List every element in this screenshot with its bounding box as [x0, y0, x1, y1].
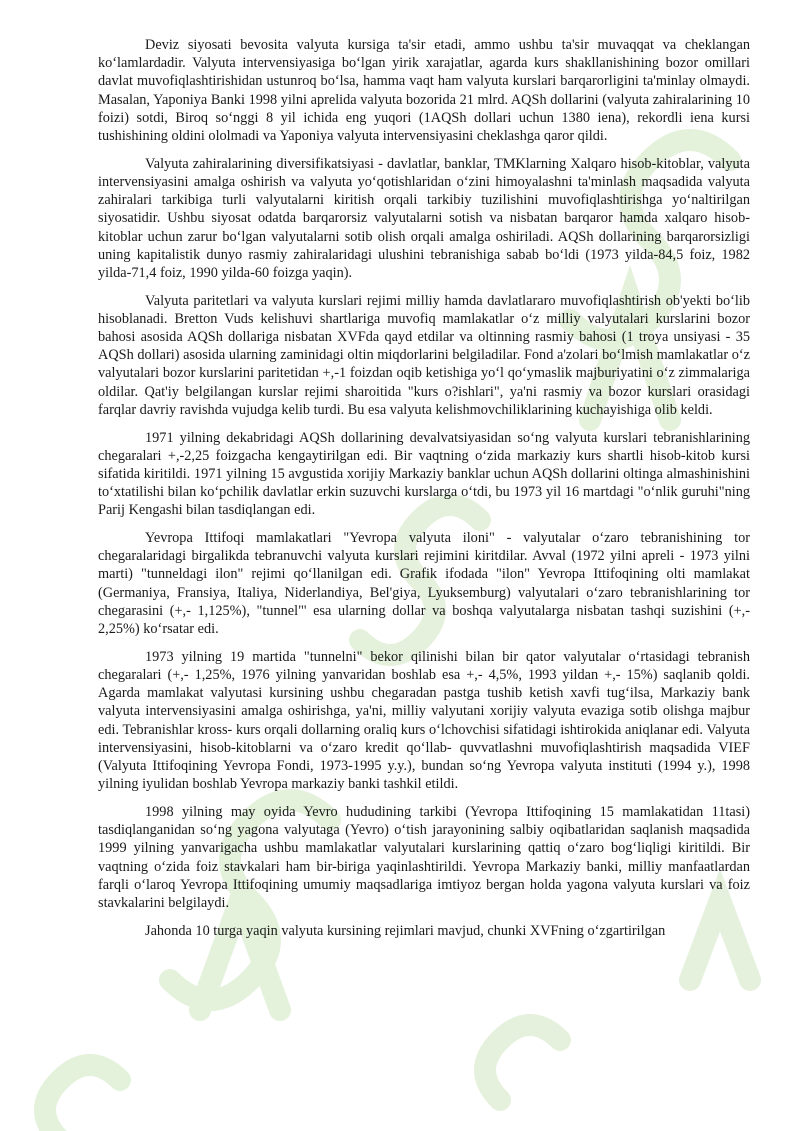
paragraph: Jahonda 10 turga yaqin valyuta kursining rejimlari mavjud, chunki XVFning oʻzgartirilgan — [145, 922, 666, 939]
watermark-stroke — [45, 1065, 120, 1131]
paragraph: Yevropa Ittifoqi mamlakatlari "Yevropa valyuta iloni" - valyutalar oʻzaro tebranishining tor chegaralaridagi birgalikda tebranuvchi valyuta kurslari rejimini kiritdilar. Avval (1972 yilni apreli - 1973 yilni marti) "tunneldagi ilon" rejimi qoʻllanilgan edi. Grafik ifodada "ilon" Yevropa Ittifoqining olti mamlakat (Germaniya, Fransiya, Italiya, Niderlandiya, Bel'giya, Lyuksemburg) valyutalari oʻzaro tebranishlarining tor chegarasini (+,- 1,125%), "tunnel"' esa ularning dollar va boshqa valyutalarga nisbatan tashqi suzishini (+,- 2,25%) koʻrsatar edi. — [98, 530, 750, 638]
paragraph: 1998 yilning may oyida Yevro hududining tarkibi (Yevropa Ittifoqining 15 mamlakatidan 11tasi) tasdiqlanganidan soʻng yagona valyutaga (Yevro) oʻtish jarayonining salbiy oqibatlaridan saqlanish maqsadida 1999 yilning yanvarigacha ushbu mamlakatlar valyutalari kurslarining qattiq oʻzaro bogʻliqligi kiritildi. Bir vaqtning oʻzida foiz stavkalari ham bir-biriga yaqinlashtirildi. Yevropa Markaziy banki, milliy manfaatlardan farqli oʻlaroq Yevropa Ittifoqining umumiy maqsadlariga imtiyoz bergan holda yagona valyuta kurslari va foiz stavkalarini belgilaydi. — [98, 803, 750, 911]
paragraph: 1971 yilning dekabridagi AQSh dollarining devalvatsiyasidan soʻng valyuta kurslari tebranishlarining chegaralari +,-2,25 foizgacha kengaytirilgan edi. Bir vaqtning oʻzida markaziy kurs shartli hisob-kitob kursi sifatida kiritildi. 1971 yilning 15 avgustida xorijiy Markaziy banklar uchun AQSh dollarini oltinga almashinishini toʻxtatilishi bilan koʻpchilik davlatlar erkin suzuvchi kurslarga oʻtdi, bu 1973 yil 16 martdagi "oʻnlik guruhi"ning Parij Kengashi bilan tasdiqlangan edi. — [98, 429, 750, 519]
paragraph: Valyuta paritetlari va valyuta kurslari rejimi milliy hamda davlatlararo muvofiqlashtirish ob'yekti boʻlib hisoblanadi. Bretton Vuds kelishuvi shartlariga muvofiq mamlakatlar oʻz milliy valyutalari kurslarini bozor bahosi asosida AQSh dollariga nisbatan XVFda qayd etdilar va oltinning rasmiy bahosi (1 troya unsiyasi - 35 AQSh dollari) asosida ularning zaminidagi oltin miqdorlarini belgiladilar. Fond a'zolari boʻlmish mamlakatlar oʻz valyutalari bozor kurslarini paritetidan +,-1 foizdan oqib ketishiga yoʻl qoʻymaslik majburiyatini oʻz zimmalariga oldilar. Qat'iy belgilangan kurslar rejimi sharoitida "kurs o?ishlari", ya'ni rasmiy va bozor kurslari orasidagi farqlar davriy ravishda vujudga kelib turdi. Bu esa valyuta kelishmovchiliklarining kuchayishiga olib keldi. — [98, 292, 750, 418]
watermark-stroke — [485, 1025, 560, 1100]
document-body — [98, 36, 750, 949]
paragraph: Deviz siyosati bevosita valyuta kursiga ta'sir etadi, ammo ushbu ta'sir muvaqqat va cheklangan koʻlamlardadir. Valyuta intervensiyasiga boʻlgan yirik xarajatlar, agarda kurs shakllanishining bozor omillari davlat muvofiqlashtirishidan ustunroq boʻlsa, hamma vaqt ham valyuta kurslari barqarorligini ta'minlay olmaydi. Masalan, Yaponiya Banki 1998 yilni aprelida valyuta bozorida 21 mlrd. AQSh dollarini (valyuta zahiralarining 10 foizi) sotdi, Biroq soʻnggi 8 yil ichida eng yuqori (1AQSh dollari uchun 1380 iena), rekordli iena kursi tushishining oldini ololmadi va Yaponiya valyuta intervensiyasini cheklashga qaror qildi. — [98, 37, 750, 145]
paragraph: 1973 yilning 19 martida "tunnelni" bekor qilinishi bilan bir qator valyutalar oʻrtasidagi tebranish chegaralari (+,- 1,25%, 1976 yilning yanvaridan boshlab esa +,- 4,5%, 1993 yildan +,- 15%) saqlanib qoldi. Agarda mamlakat valyutasi kursining ushbu chegaradan pastga tushib ketish xavfi tugʻilsa, Markaziy bank valyuta intervensiyasini amalga oshirishga, ya'ni, milliy valyutani xorijiy valyuta evaziga sotib olishga majbur edi. Tebranishlar kross- kurs orqali dollarning oraliq kurs oʻlchovchisi sifatidagi ishtirokida aniqlanar edi. Valyuta intervensiyasini, hisob-kitoblarni va oʻzaro kredit qoʻllab- quvvatlashni muvofiqlashtirish maqsadida VIEF (Valyuta Ittifoqining Yevropa Fondi, 1973-1995 y.y.), bundan soʻng Yevropa valyuta instituti (1994 y.), 1998 yilning iyulidan boshlab Yevropa markaziy banki tashkil etildi. — [98, 648, 750, 793]
paragraph: Valyuta zahiralarining diversifikatsiyasi - davlatlar, banklar, TMKlarning Xalqaro hisob-kitoblar, valyuta intervensiyasini amalga oshirish va valyuta yoʻqotishlaridan oʻzini himoyalashni ta'minlash maqsadida valyuta zahiralari tarkibiga turli valyutalarni kiritish orqali tarkibiy tuzilishini muvofiqlashtirishga yoʻnaltirilgan siyosatidir. Ushbu siyosat odatda barqarorsiz valyutalarni sotish va nisbatan barqaror hamda xalqaro hisob-kitoblar uchun zarur boʻlgan valyutalarni sotib olish orqali amalga oshiriladi. AQSh dollarining barqarorsizligi uning kapitalistik dunyo rasmiy zahiralaridagi ulushini tebranishiga sabab boʻldi (1973 yilda-84,5 foiz, 1982 yilda-71,4 foiz, 1990 yilda-60 foizga yaqin). — [98, 155, 750, 281]
